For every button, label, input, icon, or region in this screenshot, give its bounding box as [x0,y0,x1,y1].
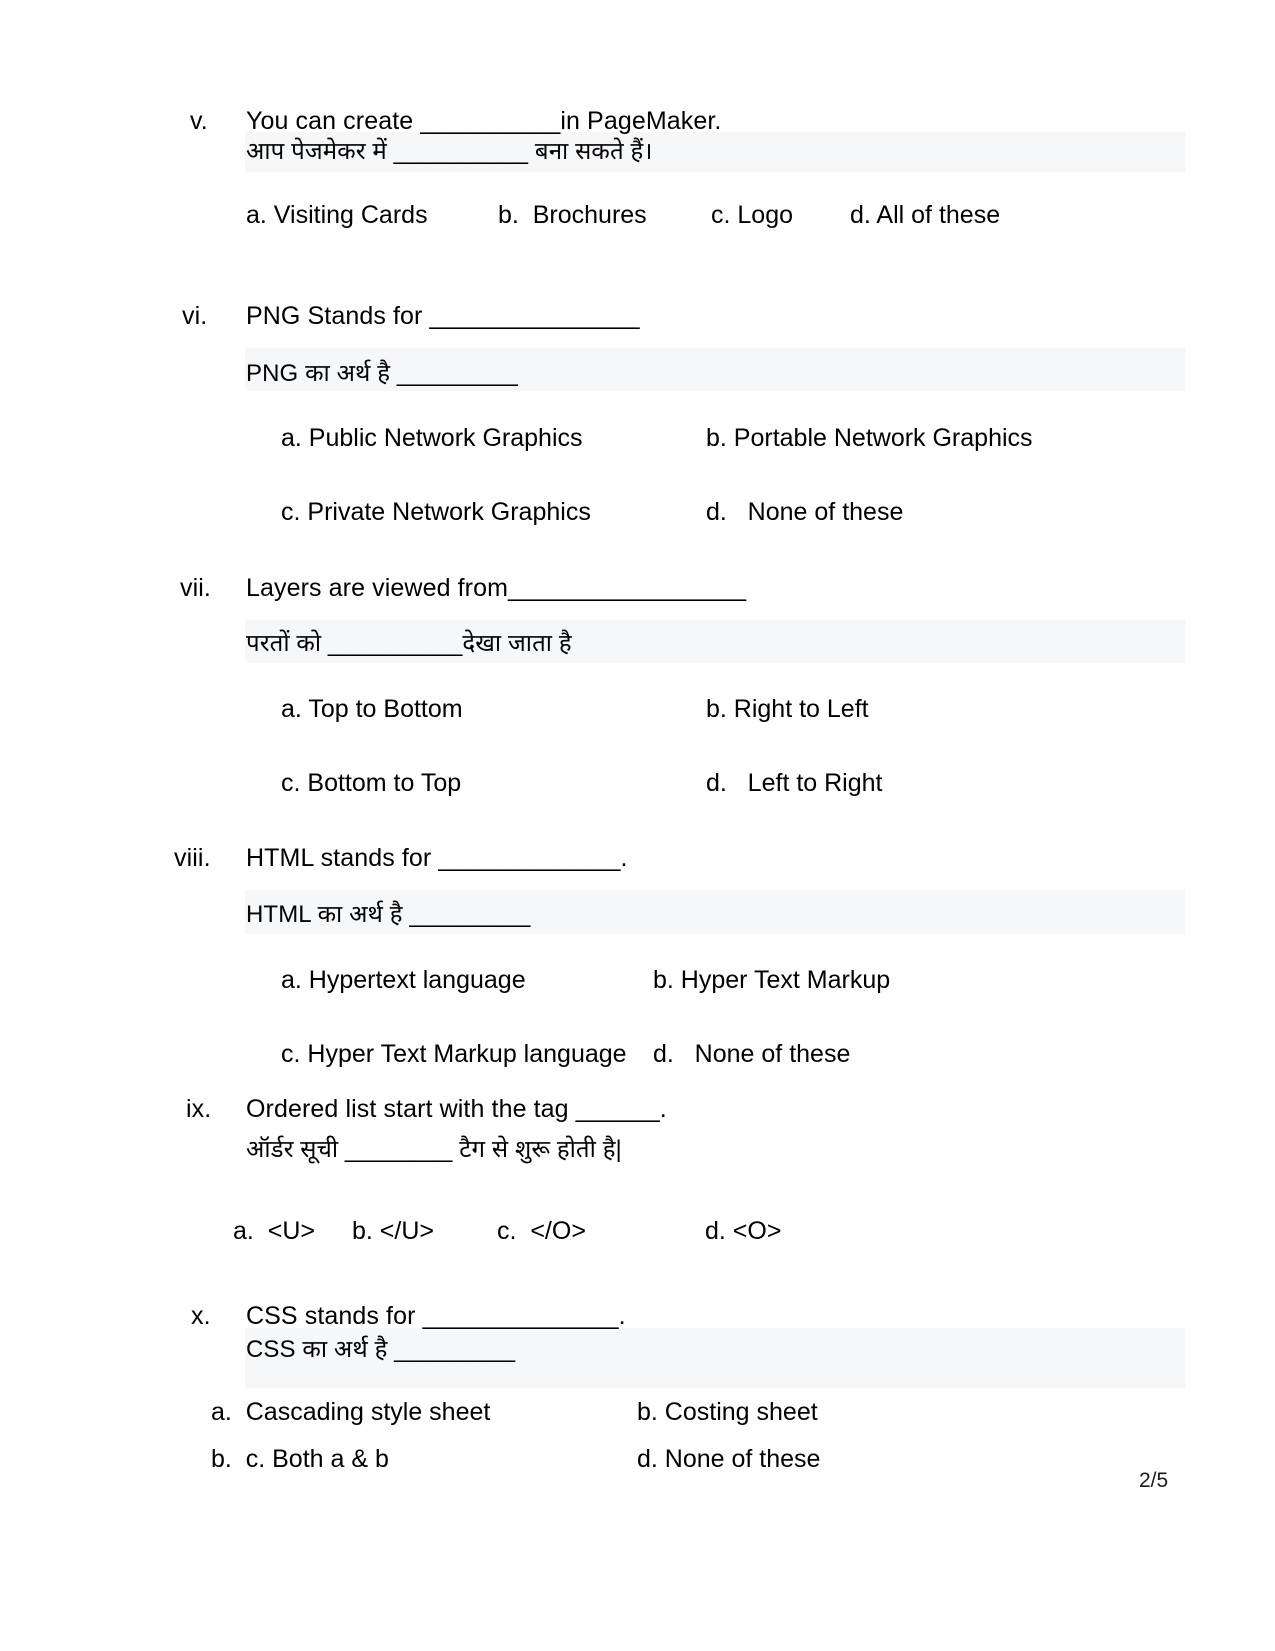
question-ix-text-en: Ordered list start with the tag ______. [246,1095,667,1123]
question-ix-option-d: d. <O> [705,1217,782,1245]
question-vi-option-b: b. Portable Network Graphics [706,424,1033,452]
question-v [190,104,721,138]
question-vi [182,299,640,333]
question-vii-text-en: Layers are viewed from_________________ [246,574,747,602]
question-v-option-b: b. Brochures [498,201,647,229]
question-viii-text-en: HTML stands for _____________. [246,844,628,872]
question-v-option-d: d. All of these [850,201,1001,229]
question-v-option-a: a. Visiting Cards [246,201,428,229]
question-vi-option-a: a. Public Network Graphics [281,424,583,452]
question-v-marker: v. [190,107,208,135]
question-vii-option-b: b. Right to Left [706,695,869,723]
question-v-text-hi: आप पेजमेकर में __________ बना सकते हैं। [246,138,653,165]
question-viii-marker: viii. [174,844,211,872]
question-viii-option-a: a. Hypertext language [281,966,526,994]
question-vi-option-d: d. None of these [706,498,904,526]
question-x-option-c: b. c. Both a & b [211,1445,389,1473]
question-ix-text-hi: ऑर्डर सूची ________ टैग से शुरू होती है| [246,1136,622,1163]
question-x-marker: x. [191,1302,211,1330]
page-number: 2/5 [1139,1469,1169,1492]
question-x-option-b: b. Costing sheet [637,1398,818,1426]
question-v-option-c: c. Logo [711,201,794,229]
question-x [191,1299,626,1333]
question-ix-option-b: b. </U> [352,1217,434,1245]
question-viii-option-b: b. Hyper Text Markup [653,966,891,994]
question-vii-text-hi: परतों को __________देखा जाता है [246,630,572,657]
question-x-text-en: CSS stands for ______________. [246,1302,626,1330]
question-vi-text-en: PNG Stands for _______________ [246,302,640,330]
question-v-text-en: You can create __________in PageMaker. [246,107,722,135]
question-ix-option-c: c. </O> [497,1217,586,1245]
question-vi-text-hi: PNG का अर्थ है _________ [246,360,518,387]
question-ix-option-a: a. <U> [233,1217,315,1245]
question-ix-marker: ix. [186,1095,212,1123]
question-x-text-hi: CSS का अर्थ है _________ [246,1336,516,1363]
question-vii-option-c: c. Bottom to Top [281,769,462,797]
question-vii [180,571,746,605]
question-vii-option-d: d. Left to Right [706,769,883,797]
question-viii-option-d: d. None of these [653,1040,851,1068]
question-ix [186,1092,667,1126]
question-vii-option-a: a. Top to Bottom [281,695,463,723]
question-vi-marker: vi. [182,302,208,330]
question-vii-marker: vii. [180,574,211,602]
question-viii-text-hi: HTML का अर्थ है _________ [246,901,531,928]
question-vi-option-c: c. Private Network Graphics [281,498,591,526]
question-viii [174,841,628,875]
question-x-option-a: a. Cascading style sheet [211,1398,491,1426]
question-viii-option-c: c. Hyper Text Markup language [281,1040,627,1068]
question-x-option-d: d. None of these [637,1445,821,1473]
